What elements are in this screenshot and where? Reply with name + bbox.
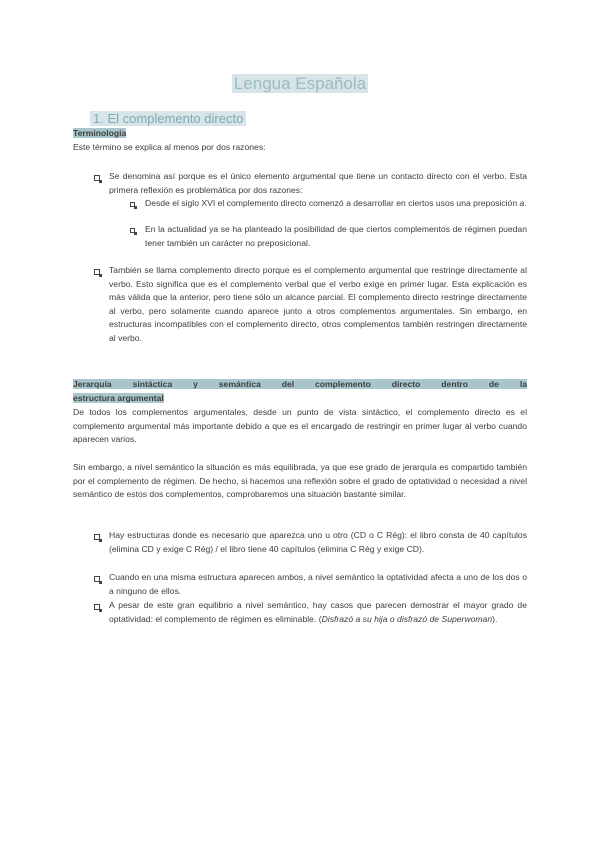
subheading-terminologia-text: Terminología [73, 128, 127, 138]
square-bullet-icon [130, 202, 135, 207]
jerarquia-bullet-3 [109, 599, 527, 626]
subheading-jerarquia-text-2: estructura argumental [73, 393, 164, 403]
bullet-3-end: ). [492, 613, 498, 624]
square-bullet-icon [94, 175, 100, 181]
subheading-jerarquia-line2 [73, 391, 527, 405]
jerarquia-bullet-2: Cuando en una misma estructura aparecen ambos, a nivel semántico la optatividad afecta a uno de los dos o a ninguno de ellos. [109, 572, 527, 596]
section-heading [90, 111, 246, 127]
terminologia-subbullet-2: En la actualidad ya se ha planteado la posibilidad de que ciertos complementos de régimen puedan tener también un carácter no preposicional. [145, 224, 527, 248]
subbullet-1-preposition: a [519, 198, 525, 208]
terminologia-intro: Este término se explica al menos por dos razones: [73, 142, 266, 152]
terminologia-bullet-2: También se llama complemento directo porque es el complemento argumental que restringe directamente al verbo. Esto significa que es el complemento verbal que el verbo exige en primer lugar. Esta explicación es más válida que la anterior, pero tiene sólo un alcance parcial. El complemento directo restringe directamente al verbo, pero solamente cuando aparece junto a otros complementos argumentales. Sin embargo, en estructuras incompatibles con el complemento directo, otros complementos también restringen directamente al verbo. [109, 265, 527, 343]
document-title-text: Lengua Española [233, 74, 367, 93]
terminologia-subbullet-1 [145, 197, 527, 211]
square-bullet-icon [130, 228, 135, 233]
jerarquia-bullet-1: Hay estructuras donde es necesario que aparezca uno u otro (CD o C Rég): el libro consta de 40 capítulos (elimina CD y exige C Rég) / el libro tiene 40 capítulos (elimina C Rég y exige CD). [109, 530, 527, 554]
document-title [0, 73, 600, 95]
subheading-jerarquia-text-1: Jerarquía sintáctica y semántica del complemento directo dentro de la [73, 379, 527, 389]
square-bullet-icon [94, 576, 100, 582]
section-heading-text: 1. El complemento directo [90, 111, 246, 126]
bullet-3-example: Disfrazó a su hija o disfrazó de Superwoman [321, 613, 493, 624]
square-bullet-icon [94, 604, 100, 610]
bullet-3-text: A pesar de este gran equilibrio a nivel semántico, hay casos que parecen demostrar el mayor grado de optatividad: el complemento de régimen es eliminable. ( [109, 600, 527, 624]
subbullet-1-end: . [524, 198, 527, 208]
square-bullet-icon [94, 534, 100, 540]
subbullet-1-text: Desde el siglo XVI el complemento directo comenzó a desarrollar en ciertos usos una preposición [145, 198, 518, 208]
terminologia-bullet-1: Se denomina así porque es el único elemento argumental que tiene un contacto directo con el verbo. Esta primera reflexión es problemática por dos razones: [109, 171, 527, 195]
subheading-jerarquia-line1 [73, 377, 527, 391]
jerarquia-paragraph-2: Sin embargo, a nivel semántico la situación es más equilibrada, ya que ese grado de jerarquía es compartido también por el complemento de régimen. De hecho, si hacemos una reflexión sobre el grado de optatividad o necesidad a nivel semántico de estos dos complementos, comprobaremos una situación bastante similar. [73, 462, 527, 500]
square-bullet-icon [94, 269, 100, 275]
jerarquia-paragraph-1: De todos los complementos argumentales, desde un punto de vista sintáctico, el complemento directo es el complemento argumental más importante debido a que es el encargado de restringir en primer lugar al verbo cuando aparecen varios. [73, 407, 527, 445]
subheading-terminologia [73, 127, 527, 141]
